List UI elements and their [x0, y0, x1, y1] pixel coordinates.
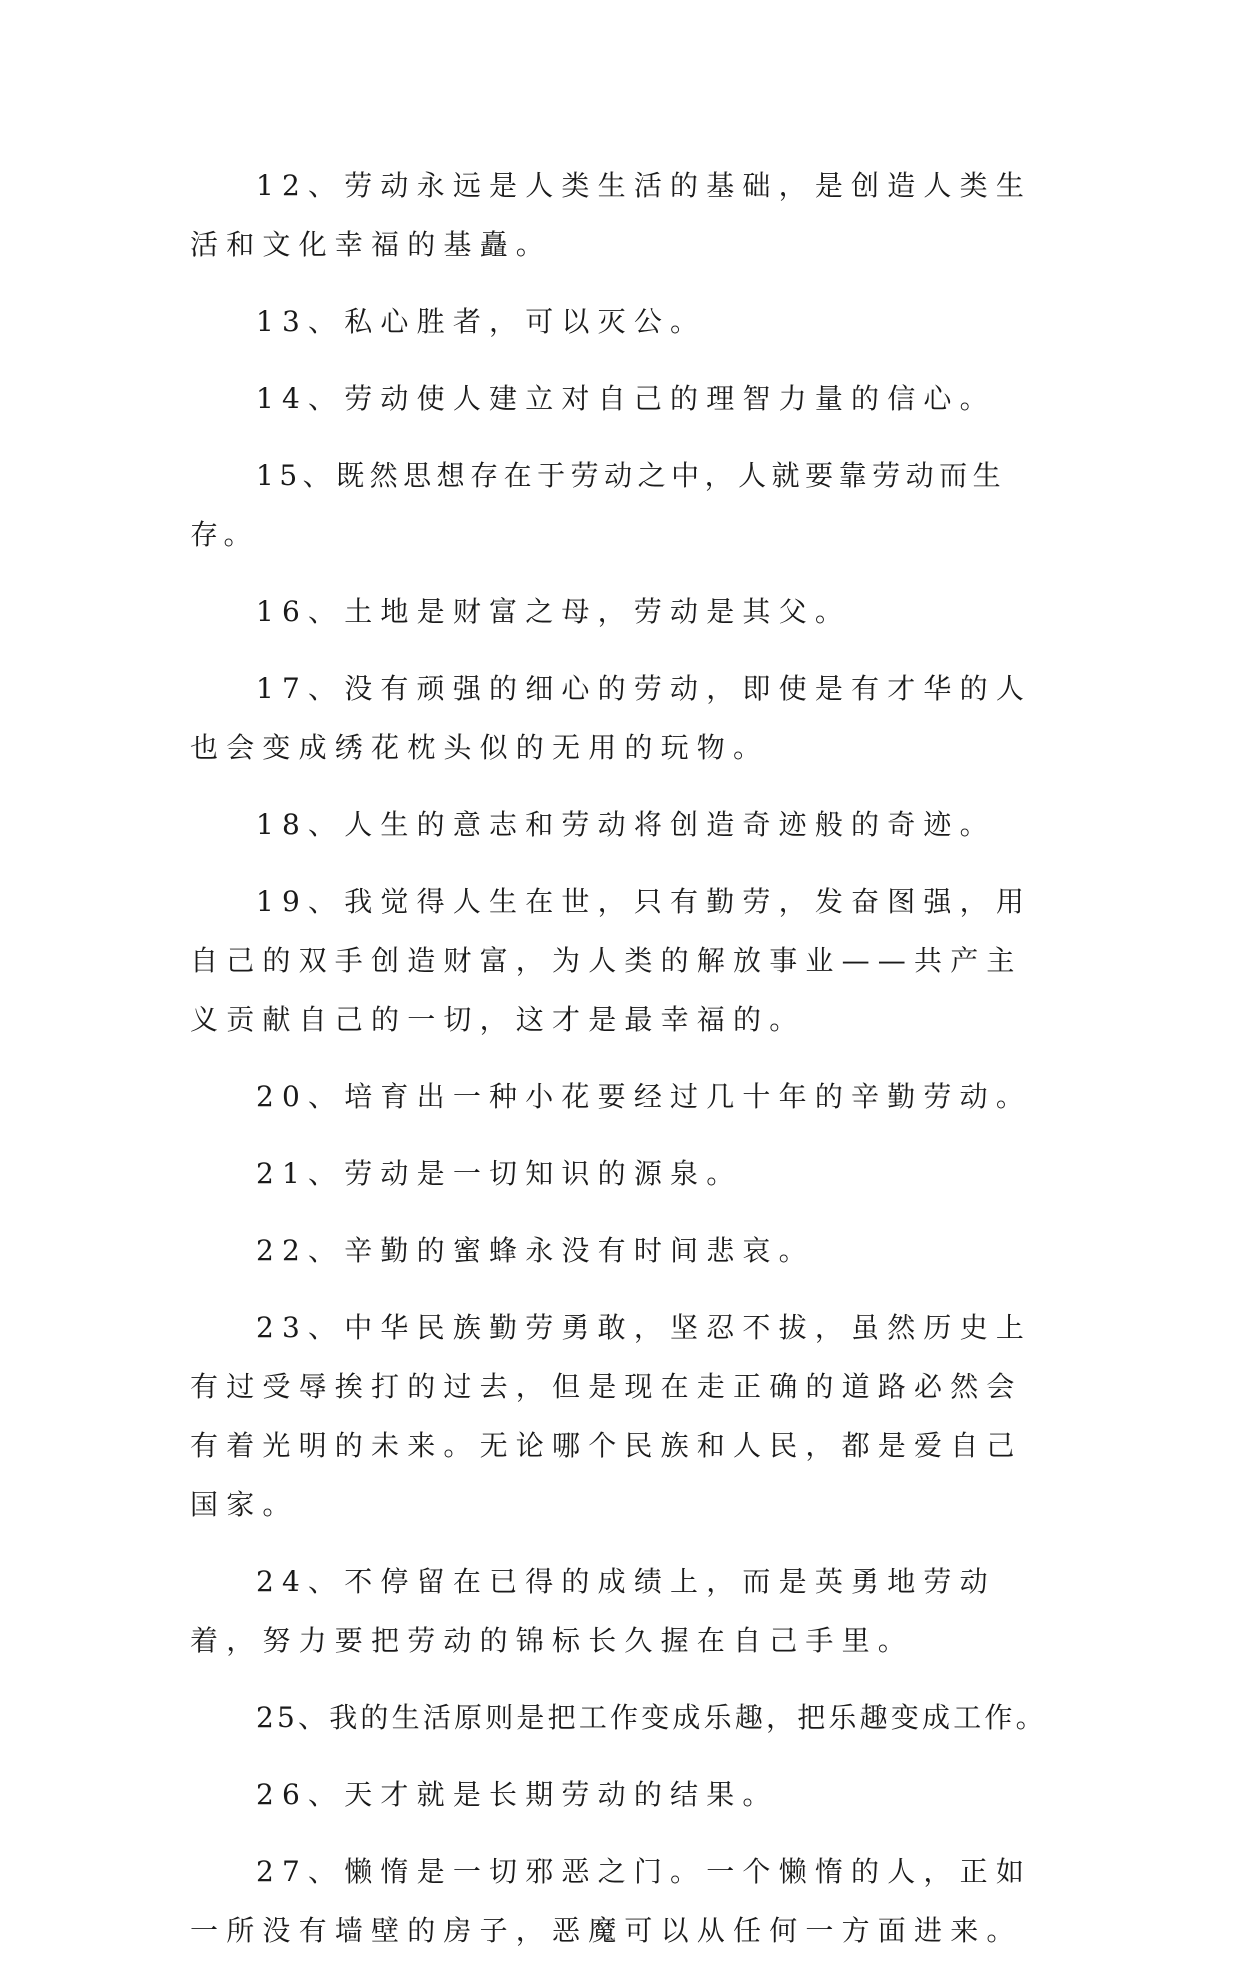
quote-17: 17、没有顽强的细心的劳动，即使是有才华的人也会变成绣花枕头似的无用的玩物。 [190, 672, 1033, 764]
quote-18: 18、人生的意志和劳动将创造奇迹般的奇迹。 [256, 808, 996, 841]
quote-26: 26、天才就是长期劳动的结果。 [256, 1778, 779, 1811]
quote-14: 14、劳动使人建立对自己的理智力量的信心。 [256, 382, 996, 415]
quote-list [190, 156, 1050, 1978]
quote-15: 15、既然思想存在于劳动之中，人就要靠劳动而生存。 [190, 459, 1007, 551]
quote-13: 13、私心胜者，可以灭公。 [256, 305, 707, 338]
quote-24: 24、不停留在已得的成绩上，而是英勇地劳动着，努力要把劳动的锦标长久握在自己手里。 [190, 1565, 996, 1657]
quote-23: 23、中华民族勤劳勇敢，坚忍不拔，虽然历史上有过受辱挨打的过去，但是现在走正确的道路必然会有着光明的未来。无论哪个民族和人民，都是爱自己国家。 [190, 1311, 1033, 1521]
quote-16: 16、土地是财富之母，劳动是其父。 [256, 595, 852, 628]
quote-19: 19、我觉得人生在世，只有勤劳，发奋图强，用自己的双手创造财富，为人类的解放事业——共产主义贡献自己的一切，这才是最幸福的。 [190, 885, 1033, 1036]
quote-12: 12、劳动永远是人类生活的基础，是创造人类生活和文化幸福的基矗。 [190, 169, 1033, 261]
quote-21: 21、劳动是一切知识的源泉。 [256, 1157, 743, 1190]
quote-25: 25、我的生活原则是把工作变成乐趣，把乐趣变成工作。 [256, 1701, 1047, 1734]
quote-22: 22、辛勤的蜜蜂永没有时间悲哀。 [256, 1234, 815, 1267]
quote-20: 20、培育出一种小花要经过几十年的辛勤劳动。 [256, 1080, 1033, 1113]
quote-27: 27、懒惰是一切邪恶之门。一个懒惰的人，正如一所没有墙壁的房子，恶魔可以从任何一方面进来。 [190, 1855, 1033, 1947]
